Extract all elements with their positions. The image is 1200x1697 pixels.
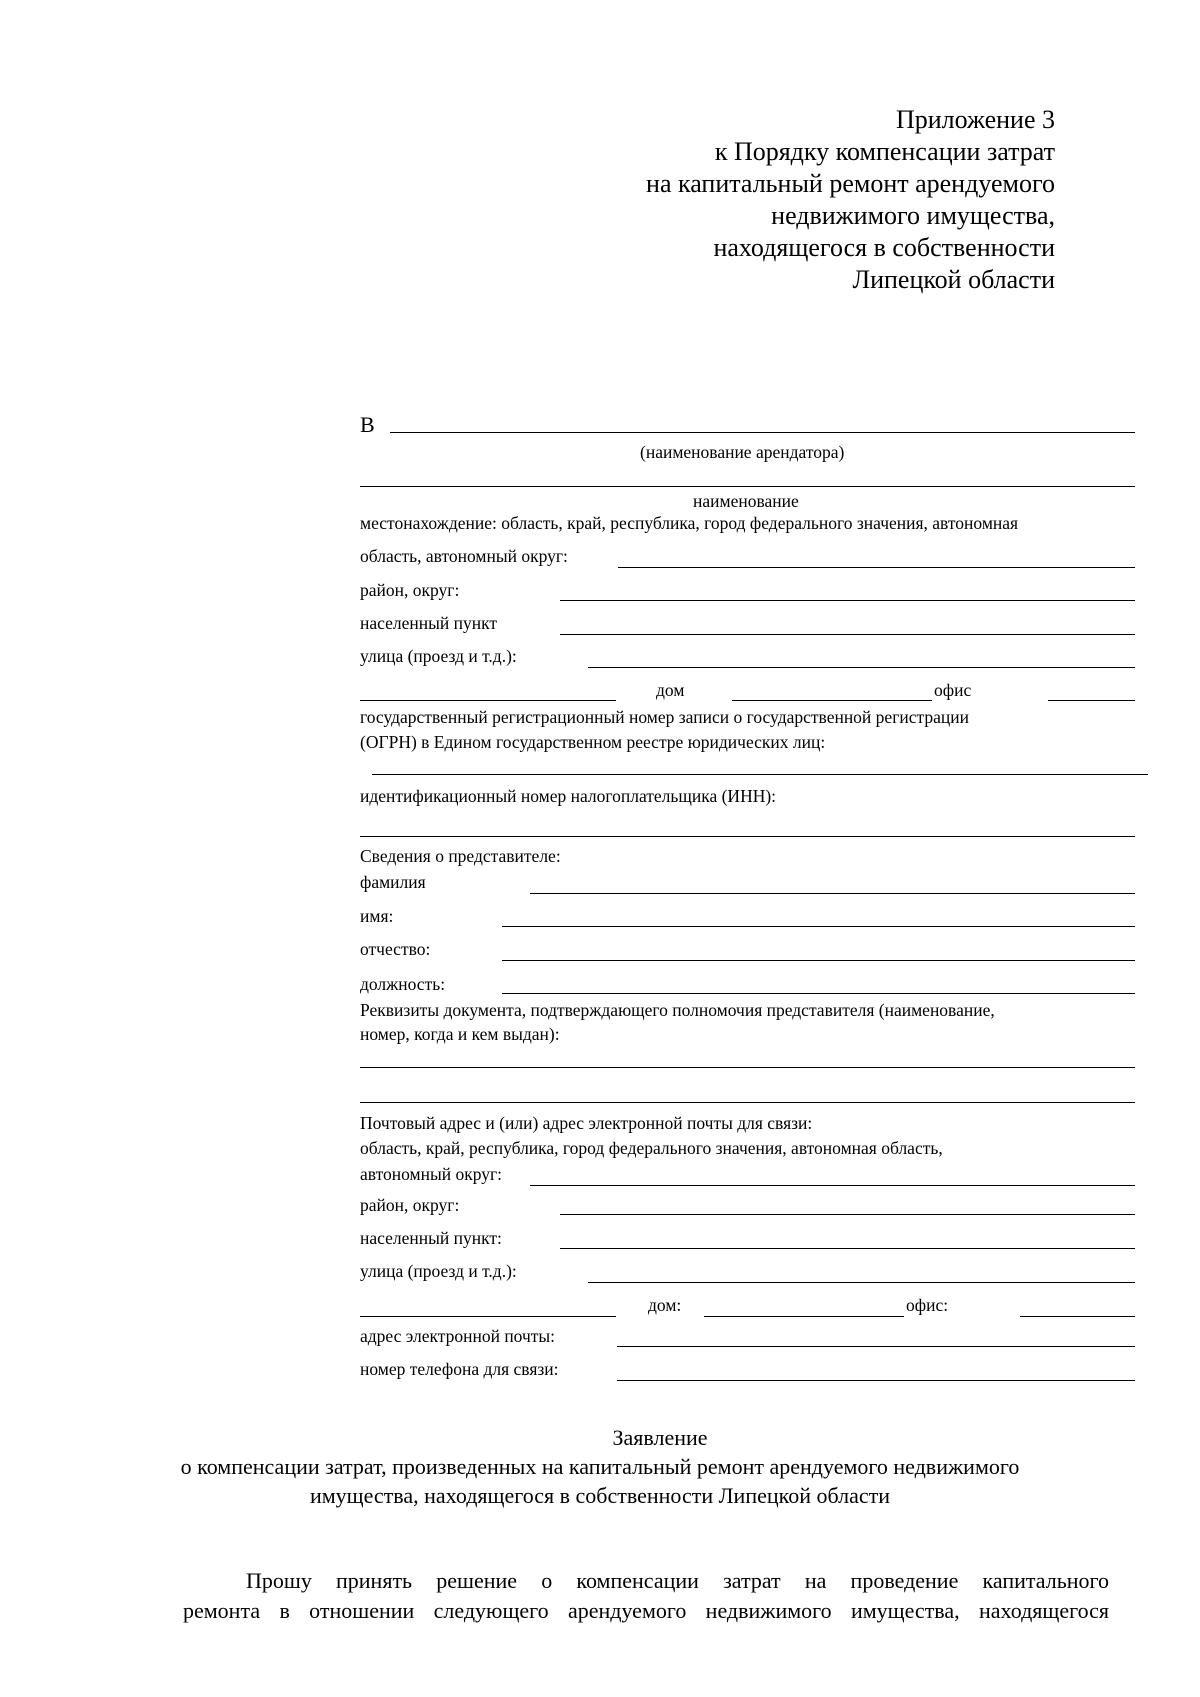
postal-office-field[interactable] bbox=[1020, 1316, 1135, 1317]
postal-settlement-field[interactable] bbox=[560, 1248, 1135, 1249]
house-label: дом bbox=[656, 680, 685, 700]
office-label: офис bbox=[934, 680, 972, 700]
rep-doc-field-2[interactable] bbox=[360, 1102, 1135, 1103]
location-label: местонахождение: область, край, республика, город федерального значения, автономная bbox=[360, 513, 1019, 533]
header-line: находящегося в собственности bbox=[713, 233, 1055, 262]
office-field[interactable] bbox=[1048, 700, 1135, 701]
rep-name-label: имя: bbox=[360, 906, 394, 926]
statement-subtitle: о компенсации затрат, произведенных на капитальный ремонт арендуемого недвижимого bbox=[180, 1454, 1020, 1479]
rep-patronymic-label: отчество: bbox=[360, 939, 431, 959]
ogrn-label-cont: (ОГРН) в Едином государственном реестре юридических лиц: bbox=[360, 732, 826, 752]
district-field[interactable] bbox=[560, 600, 1135, 601]
representative-heading: Сведения о представителе: bbox=[360, 846, 561, 866]
settlement-label: населенный пункт bbox=[360, 613, 498, 633]
rep-name-field[interactable] bbox=[502, 926, 1135, 927]
rep-doc-label: Реквизиты документа, подтверждающего полномочия представителя (наименование, bbox=[360, 1000, 995, 1020]
email-label: адрес электронной почты: bbox=[360, 1326, 556, 1346]
to-prefix: В bbox=[360, 412, 375, 437]
house-field[interactable] bbox=[732, 700, 932, 701]
rep-position-label: должность: bbox=[360, 974, 446, 994]
street-label: улица (проезд и т.д.): bbox=[360, 646, 517, 666]
body-line: Прошу принять решение о компенсации затрат на проведение капитального bbox=[246, 1568, 1109, 1593]
street-continuation-field[interactable] bbox=[360, 700, 616, 701]
postal-office-label: офис: bbox=[906, 1295, 949, 1315]
postal-region-label-cont: автономный округ: bbox=[360, 1164, 503, 1184]
ogrn-label: государственный регистрационный номер записи о государственной регистрации bbox=[360, 707, 969, 727]
postal-region-field[interactable] bbox=[530, 1185, 1135, 1186]
tenant-caption: (наименование арендатора) bbox=[640, 442, 845, 462]
body-line: ремонта в отношении следующего арендуемого недвижимого имущества, находящегося bbox=[183, 1598, 1109, 1623]
postal-street-field[interactable] bbox=[588, 1282, 1135, 1283]
rep-surname-field[interactable] bbox=[530, 893, 1135, 894]
postal-district-label: район, округ: bbox=[360, 1195, 460, 1215]
street-field[interactable] bbox=[588, 667, 1135, 668]
header-line: к Порядку компенсации затрат bbox=[714, 137, 1055, 166]
header-line: Приложение 3 bbox=[895, 105, 1055, 134]
inn-field[interactable] bbox=[360, 836, 1135, 837]
header-line: недвижимого имущества, bbox=[771, 201, 1055, 230]
rep-position-field[interactable] bbox=[502, 993, 1135, 994]
region-field[interactable] bbox=[618, 567, 1135, 568]
header-line: Липецкой области bbox=[852, 265, 1055, 294]
email-field[interactable] bbox=[617, 1346, 1135, 1347]
region-label: область, автономный округ: bbox=[360, 546, 568, 566]
phone-label: номер телефона для связи: bbox=[360, 1359, 559, 1379]
rep-doc-label-cont: номер, когда и кем выдан): bbox=[360, 1024, 560, 1044]
rep-surname-label: фамилия bbox=[360, 872, 426, 892]
postal-house-field[interactable] bbox=[704, 1316, 904, 1317]
postal-heading: Почтовый адрес и (или) адрес электронной почты для связи: bbox=[360, 1113, 813, 1133]
rep-patronymic-field[interactable] bbox=[502, 960, 1135, 961]
header-line: на капитальный ремонт арендуемого bbox=[646, 169, 1055, 198]
settlement-field[interactable] bbox=[560, 634, 1135, 635]
postal-house-label: дом: bbox=[648, 1295, 682, 1315]
statement-subtitle-cont: имущества, находящегося в собственности Липецкой области bbox=[309, 1483, 891, 1508]
name-caption: наименование bbox=[693, 491, 799, 511]
statement-title: Заявление bbox=[612, 1425, 708, 1450]
district-label: район, округ: bbox=[360, 580, 460, 600]
inn-label: идентификационный номер налогоплательщика (ИНН): bbox=[360, 786, 777, 806]
postal-street-continuation-field[interactable] bbox=[360, 1316, 616, 1317]
ogrn-field[interactable] bbox=[372, 774, 1148, 775]
postal-street-label: улица (проезд и т.д.): bbox=[360, 1261, 517, 1281]
phone-field[interactable] bbox=[617, 1380, 1135, 1381]
statement-body bbox=[183, 1566, 1109, 1626]
postal-region-label: область, край, республика, город федерального значения, автономная область, bbox=[360, 1138, 943, 1158]
company-name-field[interactable] bbox=[360, 486, 1135, 487]
postal-settlement-label: населенный пункт: bbox=[360, 1228, 502, 1248]
postal-district-field[interactable] bbox=[560, 1214, 1135, 1215]
tenant-name-field[interactable] bbox=[390, 432, 1135, 433]
rep-doc-field[interactable] bbox=[360, 1067, 1135, 1068]
appendix-header bbox=[646, 104, 1055, 296]
